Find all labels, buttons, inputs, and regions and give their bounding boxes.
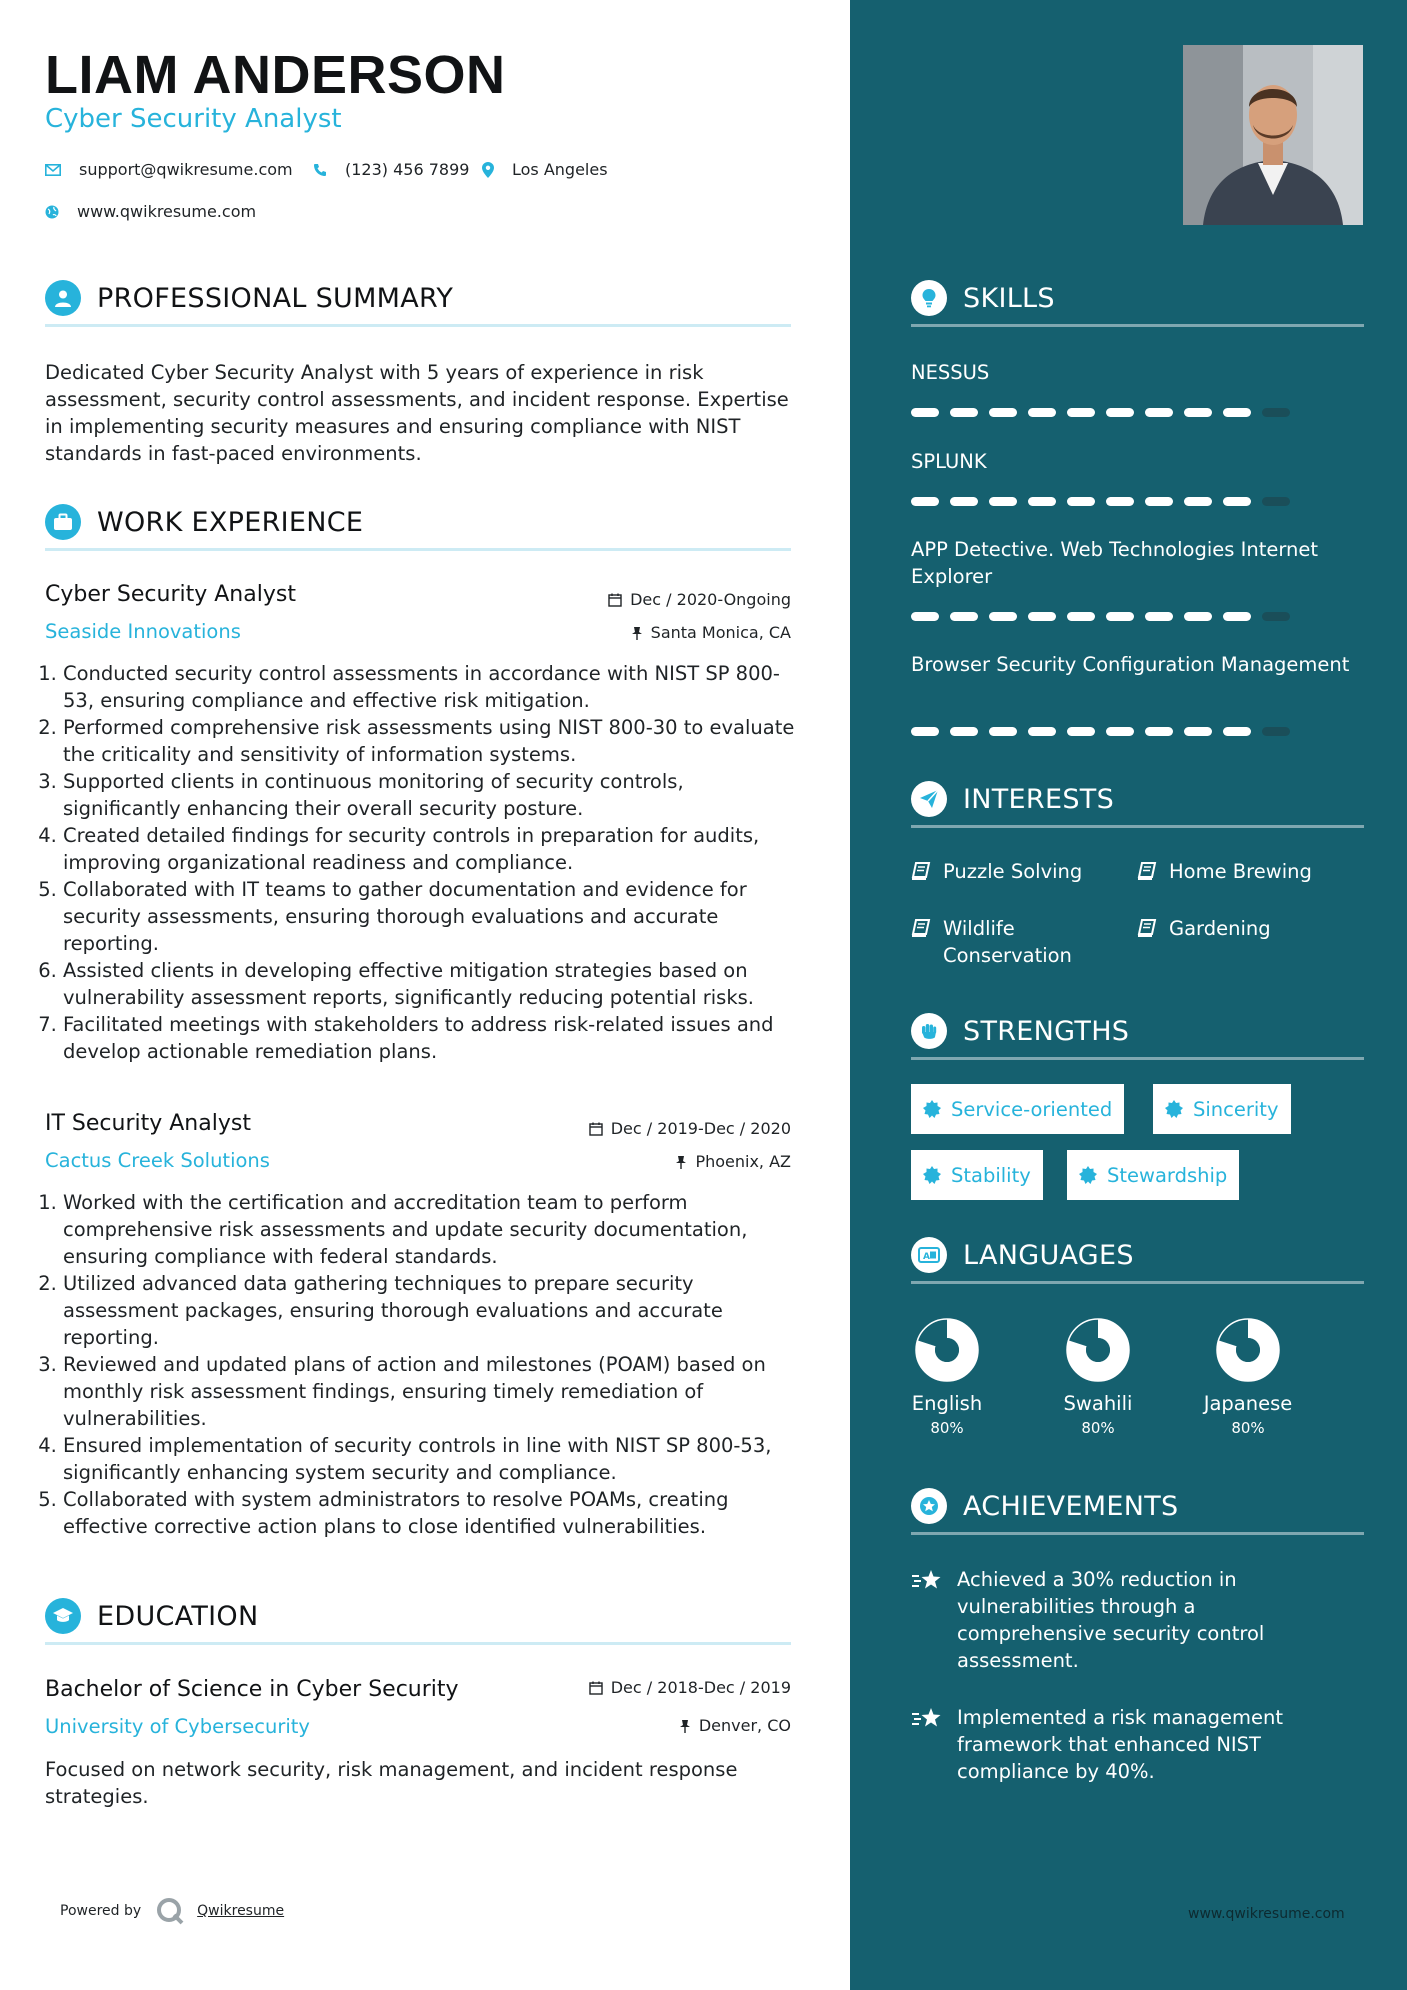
interest-item	[1137, 858, 1312, 885]
job-bullet: 2. Performed comprehensive risk assessments using NIST 800-30 to evaluate the criticality and sensitivity of information systems.	[63, 714, 797, 768]
star-badge-icon	[911, 1488, 947, 1524]
interest-label: Wildlife Conservation	[943, 917, 1072, 967]
school-name: University of Cybersecurity	[45, 1715, 310, 1738]
shooting-star-icon	[911, 1706, 943, 1732]
summary-divider	[45, 324, 791, 327]
skill-segment	[911, 612, 939, 621]
job-bullet: 7. Facilitated meetings with stakeholders to address risk-related issues and develop actionable remediation plans.	[63, 1011, 797, 1065]
language-donut	[1066, 1318, 1130, 1382]
fist-icon	[911, 1013, 947, 1049]
job-location-1	[631, 623, 791, 642]
skill-bar-3	[911, 612, 1301, 621]
interest-label: Puzzle Solving	[943, 860, 1083, 883]
company-1: Seaside Innovations	[45, 620, 241, 643]
strength-label: Stability	[951, 1163, 1031, 1187]
strength-chip	[1153, 1084, 1291, 1134]
qwikresume-link[interactable]: Qwikresume	[197, 1903, 285, 1919]
graduation-cap-icon	[45, 1598, 81, 1634]
language-card-icon	[911, 1237, 947, 1273]
skill-segment	[950, 727, 978, 736]
strength-chip	[911, 1150, 1043, 1200]
email-text: support@qwikresume.com	[79, 160, 293, 179]
strength-chip	[1067, 1150, 1239, 1200]
skill-segment	[1106, 612, 1134, 621]
job-bullets-1	[45, 660, 797, 1065]
phone-icon	[313, 163, 327, 177]
skill-segment	[950, 497, 978, 506]
languages-divider	[911, 1281, 1364, 1284]
pushpin-icon	[675, 1155, 687, 1169]
strength-chip	[911, 1084, 1124, 1134]
donut-hole	[935, 1338, 959, 1362]
strengths-title: STRENGTHS	[963, 1015, 1130, 1047]
location-text: Los Angeles	[512, 160, 608, 179]
job-title-2: IT Security Analyst	[45, 1111, 251, 1136]
skill-segment	[1262, 612, 1290, 621]
skill-segment	[1223, 612, 1251, 621]
pushpin-icon	[679, 1719, 691, 1733]
footer-site[interactable]: www.qwikresume.com	[1188, 1906, 1345, 1922]
job-bullet: 1. Conducted security control assessments in accordance with NIST SP 800-53, ensuring compliance and effective risk mitigation.	[63, 660, 797, 714]
skill-segment	[989, 612, 1017, 621]
skill-bar-2	[911, 497, 1301, 506]
skill-segment	[1223, 408, 1251, 417]
achievements-divider	[911, 1532, 1364, 1535]
skill-segment	[1262, 408, 1290, 417]
job-location-text-2: Phoenix, AZ	[695, 1152, 791, 1171]
strengths-divider	[911, 1057, 1364, 1060]
interests-title: INTERESTS	[963, 783, 1115, 815]
education-title: EDUCATION	[97, 1600, 259, 1632]
languages-heading	[911, 1237, 1134, 1273]
language-percent: 80%	[1081, 1419, 1115, 1437]
job-dates-1	[608, 590, 791, 609]
contact-phone[interactable]	[313, 160, 469, 179]
language-donut	[1216, 1318, 1280, 1382]
summary-text: Dedicated Cyber Security Analyst with 5 years of experience in risk assessment, security control assessments, and incident response. Expertise in implementing security measures and ensuring compliance with NIST standards in fast-paced environments.	[45, 361, 789, 465]
book-icon	[1137, 862, 1157, 880]
skill-name-3: APP Detective. Web Technologies Internet Explorer	[911, 538, 1319, 588]
contact-location	[482, 160, 608, 179]
skill-segment	[911, 408, 939, 417]
skills-title: SKILLS	[963, 282, 1055, 314]
skill-segment	[1184, 727, 1212, 736]
strength-label: Sincerity	[1193, 1097, 1279, 1121]
calendar-icon	[589, 1122, 603, 1136]
calendar-icon	[589, 1681, 603, 1695]
donut-hole	[1086, 1338, 1110, 1362]
interests-divider	[911, 825, 1364, 828]
skill-segment	[911, 497, 939, 506]
job-bullet: 5. Collaborated with system administrators to resolve POAMs, creating effective corrective action plans to close identified vulnerabilities.	[63, 1486, 797, 1540]
user-icon	[45, 280, 81, 316]
skill-segment	[1145, 727, 1173, 736]
job-bullets-2	[45, 1189, 797, 1540]
job-bullet: 3. Reviewed and updated plans of action and milestones (POAM) based on monthly risk assessment findings, ensuring timely remediation of vulnerabilities.	[63, 1351, 797, 1432]
lightbulb-icon	[911, 280, 947, 316]
job-bullet: 4. Ensured implementation of security controls in line with NIST SP 800-53, significantly enhancing system security and compliance.	[63, 1432, 797, 1486]
education-description: Focused on network security, risk management, and incident response strategies.	[45, 1758, 738, 1808]
skill-name-4: Browser Security Configuration Management	[911, 653, 1350, 676]
envelope-icon	[45, 164, 61, 176]
skill-segment	[950, 408, 978, 417]
shooting-star-icon	[911, 1568, 943, 1594]
achievements-title: ACHIEVEMENTS	[963, 1490, 1179, 1522]
achievement-item	[911, 1704, 1311, 1785]
website-text: www.qwikresume.com	[77, 202, 257, 221]
skill-segment	[1028, 612, 1056, 621]
job-dates-text-1: Dec / 2020-Ongoing	[630, 590, 791, 609]
experience-title: WORK EXPERIENCE	[97, 506, 364, 538]
skill-segment	[1067, 612, 1095, 621]
skill-segment	[1028, 727, 1056, 736]
powered-by	[60, 1896, 284, 1926]
strength-label: Stewardship	[1107, 1163, 1228, 1187]
interest-label: Gardening	[1169, 917, 1271, 940]
donut-hole	[1236, 1338, 1260, 1362]
skill-segment	[1223, 727, 1251, 736]
skill-segment	[1106, 727, 1134, 736]
skill-segment	[1067, 408, 1095, 417]
company-2: Cactus Creek Solutions	[45, 1149, 270, 1172]
skill-segment	[1145, 408, 1173, 417]
badge-icon	[923, 1100, 941, 1118]
job-dates-text-2: Dec / 2019-Dec / 2020	[610, 1119, 791, 1138]
pushpin-icon	[631, 626, 643, 640]
portrait-image	[1183, 45, 1363, 225]
job-bullet: 3. Supported clients in continuous monitoring of security controls, significantly enhancing their overall security posture.	[63, 768, 797, 822]
powered-by-label: Powered by	[60, 1903, 142, 1919]
strengths-heading	[911, 1013, 1129, 1049]
skill-segment	[1028, 408, 1056, 417]
skill-segment	[1028, 497, 1056, 506]
skill-segment	[1106, 408, 1134, 417]
job-bullet: 4. Created detailed findings for security controls in preparation for audits, improving organizational readiness and compliance.	[63, 822, 797, 876]
strength-label: Service-oriented	[951, 1097, 1113, 1121]
paper-plane-icon	[911, 781, 947, 817]
language-item	[887, 1318, 1007, 1437]
interest-label: Home Brewing	[1169, 860, 1312, 883]
candidate-name: LIAM ANDERSON	[45, 45, 506, 105]
language-item	[1038, 1318, 1158, 1437]
achievement-item	[911, 1566, 1311, 1674]
experience-heading	[45, 504, 363, 540]
skill-segment	[1106, 497, 1134, 506]
svg-text:A: A	[923, 1252, 930, 1262]
skill-segment	[1184, 612, 1212, 621]
skill-segment	[1184, 408, 1212, 417]
contact-email[interactable]	[45, 160, 293, 179]
skill-segment	[1184, 497, 1212, 506]
summary-heading	[45, 280, 453, 316]
contact-website[interactable]	[45, 202, 256, 221]
education-location-text: Denver, CO	[698, 1716, 791, 1735]
book-icon	[1137, 919, 1157, 937]
skill-segment	[1223, 497, 1251, 506]
interest-item	[911, 858, 1082, 885]
experience-divider	[45, 548, 791, 551]
education-heading	[45, 1598, 258, 1634]
profile-photo	[1183, 45, 1363, 225]
book-icon	[911, 862, 931, 880]
education-location	[679, 1716, 791, 1735]
briefcase-icon	[45, 504, 81, 540]
skill-segment	[911, 727, 939, 736]
candidate-title: Cyber Security Analyst	[45, 104, 342, 134]
job-bullet: 6. Assisted clients in developing effective mitigation strategies based on vulnerability assessment reports, significantly reducing potential risks.	[63, 957, 797, 1011]
globe-icon	[45, 205, 59, 219]
education-dates	[589, 1678, 791, 1697]
job-title-1: Cyber Security Analyst	[45, 582, 296, 607]
skill-name-1: NESSUS	[911, 361, 990, 384]
interests-heading	[911, 781, 1114, 817]
skill-segment	[1262, 497, 1290, 506]
skill-bar-4	[911, 727, 1301, 736]
map-pin-icon	[482, 162, 494, 178]
achievement-text: Achieved a 30% reduction in vulnerabilities through a comprehensive security control assessment.	[957, 1568, 1265, 1672]
skill-segment	[1067, 497, 1095, 506]
book-icon	[911, 919, 931, 937]
skill-segment	[989, 408, 1017, 417]
job-location-2	[675, 1152, 791, 1171]
language-item	[1188, 1318, 1308, 1437]
skill-segment	[950, 612, 978, 621]
language-percent: 80%	[1231, 1419, 1265, 1437]
summary-title: PROFESSIONAL SUMMARY	[97, 282, 454, 314]
job-dates-2	[589, 1119, 791, 1138]
skill-segment	[989, 727, 1017, 736]
interest-item	[1137, 915, 1271, 942]
calendar-icon	[608, 593, 622, 607]
skill-segment	[1067, 727, 1095, 736]
job-bullet: 2. Utilized advanced data gathering techniques to prepare security assessment packages, ensuring thorough evaluations and accurate reporting.	[63, 1270, 797, 1351]
skill-segment	[1262, 727, 1290, 736]
language-name: Swahili	[1063, 1392, 1133, 1415]
skill-segment	[1145, 497, 1173, 506]
skill-segment	[1145, 612, 1173, 621]
skill-segment	[989, 497, 1017, 506]
language-name: Japanese	[1203, 1392, 1293, 1415]
badge-icon	[1079, 1166, 1097, 1184]
language-donut	[915, 1318, 979, 1382]
job-bullet: 1. Worked with the certification and accreditation team to perform comprehensive risk assessments and update security documentation, ensuring compliance with federal standards.	[63, 1189, 797, 1270]
qwikresume-logo-icon	[155, 1896, 185, 1926]
job-location-text-1: Santa Monica, CA	[650, 623, 791, 642]
skills-divider	[911, 324, 1364, 327]
phone-text: (123) 456 7899	[345, 160, 470, 179]
skills-heading	[911, 280, 1055, 316]
language-percent: 80%	[930, 1419, 964, 1437]
badge-icon	[1165, 1100, 1183, 1118]
language-name: English	[911, 1392, 983, 1415]
interest-item	[911, 915, 1101, 969]
education-dates-text: Dec / 2018-Dec / 2019	[610, 1678, 791, 1697]
languages-title: LANGUAGES	[963, 1239, 1134, 1271]
skill-name-2: SPLUNK	[911, 450, 987, 473]
degree-title: Bachelor of Science in Cyber Security	[45, 1677, 459, 1702]
skill-bar-1	[911, 408, 1301, 417]
badge-icon	[923, 1166, 941, 1184]
achievements-heading	[911, 1488, 1179, 1524]
education-divider	[45, 1642, 791, 1645]
job-bullet: 5. Collaborated with IT teams to gather documentation and evidence for security assessments, ensuring thorough evaluations and accurate reporting.	[63, 876, 797, 957]
achievement-text: Implemented a risk management framework that enhanced NIST compliance by 40%.	[957, 1706, 1283, 1783]
